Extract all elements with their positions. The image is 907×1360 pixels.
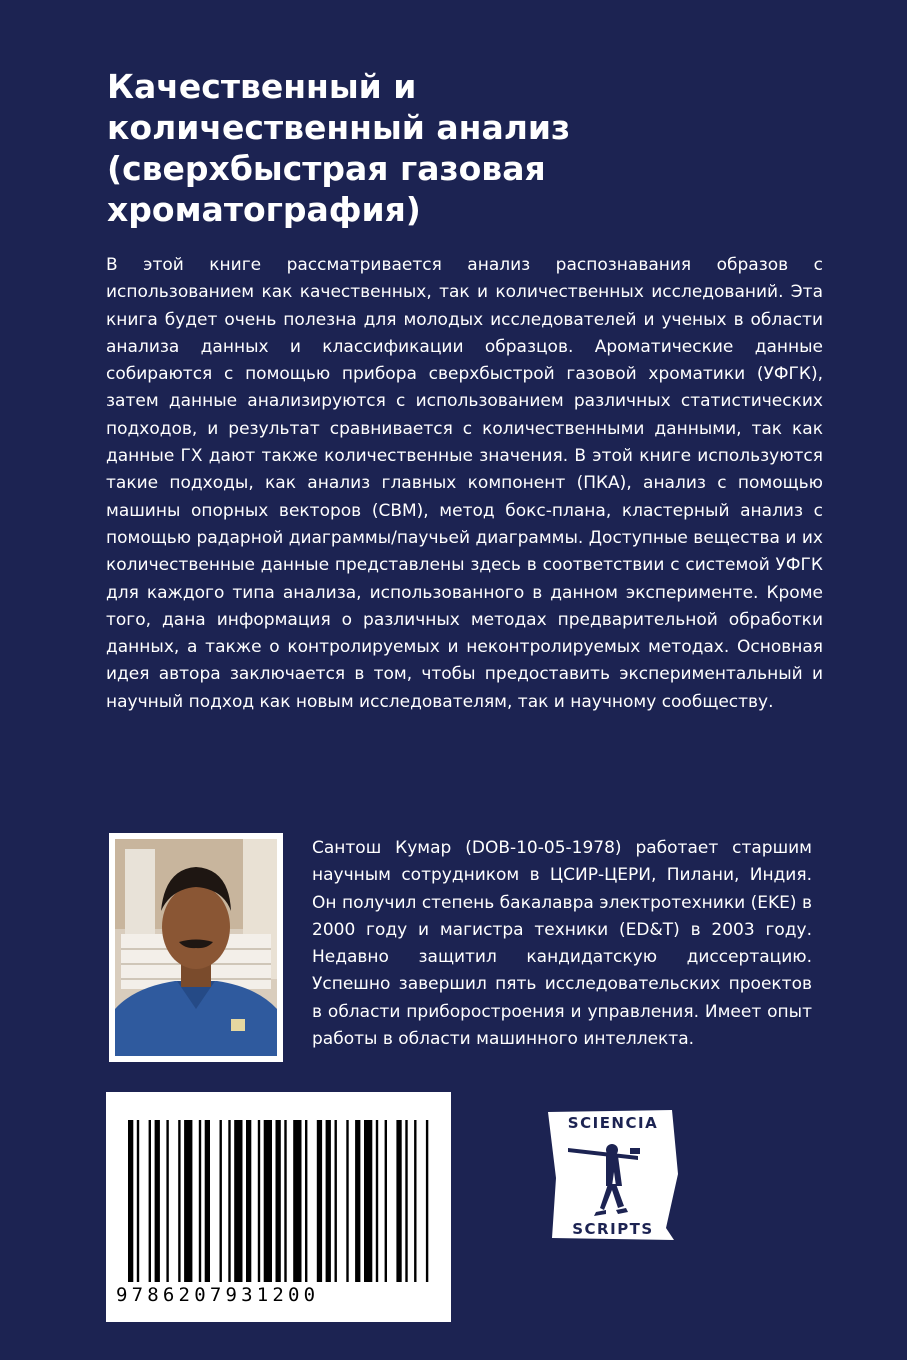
isbn-digits: 9786207931200 [116,1284,320,1306]
barcode-bar [228,1120,230,1282]
barcode-bar [155,1120,160,1282]
publisher-name-top: SCIENCIA [567,1114,659,1132]
book-description: В этой книге рассматривается анализ распознавания образов с использованием как качественных, так и количественных исследований. Эта книга будет очень полезна для молодых исследователей и ученых в области анализа данных и классификации образцов. Ароматические данные собираются с помощью прибора сверхбыстрой газовой хроматики (УФГК), затем данные анализируются с использованием различных статистических подходов, и результат сравнивается с количественными данными, так как данные ГХ дают также количественные значения. В этой книге используются такие подходы, как анализ главных компонент (ПКА), анализ с помощью машины опорных векторов (СВМ), метод бокс-плана, кластерный анализ с помощью радарной диаграммы/паучьей диаграммы. Доступные вещества и их количественные данные представлены здесь в соответствии с системой УФГК для каждого типа анализа, использованного в данном эксперименте. Кроме того, дана информация о различных методах предварительной обработки данных, а также о контролируемых и неконтролируемых методах. Основная идея автора заключается в том, чтобы предоставить экспериментальный и научный подход как новым исследователям, так и научному сообществу. [106,255,823,712]
title-line: количественный анализ [107,108,571,147]
barcode-bar [414,1120,416,1282]
barcode-bar [258,1120,260,1282]
publisher-name-bottom: SCRIPTS [572,1220,654,1238]
barcode-bar [166,1120,168,1282]
isbn-barcode [106,1092,451,1322]
barcode-bar [335,1120,337,1282]
barcode-bar [264,1120,272,1282]
barcode-bar [293,1120,301,1282]
author-bio: Сантош Кумар (DOB-10-05-1978) работает старшим научным сотрудником в ЦСИР-ЦЕРИ, Пилани, Индия. Он получил степень бакалавра электротехники (EKE) в 2000 году и магистра техники (ED&T) в 2003 году. Недавно защитил кандидатскую диссертацию. Успешно завершил пять исследовательских проектов в области приборостроения и управления. Имеет опыт работы в области машинного интеллекта. [312,838,812,1050]
barcode-bar [149,1120,151,1282]
book-title [107,66,827,230]
barcode-bar [205,1120,210,1282]
barcode-bar [178,1120,180,1282]
title-line: (сверхбыстрая газовая [107,149,546,188]
title-line: Качественный и [107,67,417,106]
barcode-bar [396,1120,401,1282]
barcode-bar [276,1120,281,1282]
barcode-bar [364,1120,372,1282]
author-photo [109,833,283,1062]
barcode-bar [346,1120,348,1282]
barcode-bar [317,1120,322,1282]
barcode-bar [385,1120,387,1282]
barcode-bar [355,1120,360,1282]
barcode-bar [184,1120,192,1282]
publisher-logo [546,1108,680,1242]
barcode-bar [199,1120,201,1282]
barcode-bar [376,1120,378,1282]
barcode-bar [128,1120,133,1282]
barcode-bar [305,1120,307,1282]
barcode-bar [234,1120,242,1282]
barcode-bar [246,1120,251,1282]
barcode-bar [220,1120,222,1282]
barcode-bar [426,1120,428,1282]
barcode-bar [405,1120,407,1282]
barcode-bar [137,1120,139,1282]
title-line: хроматография) [107,190,421,229]
barcode-bar [284,1120,286,1282]
barcode-bar [326,1120,331,1282]
